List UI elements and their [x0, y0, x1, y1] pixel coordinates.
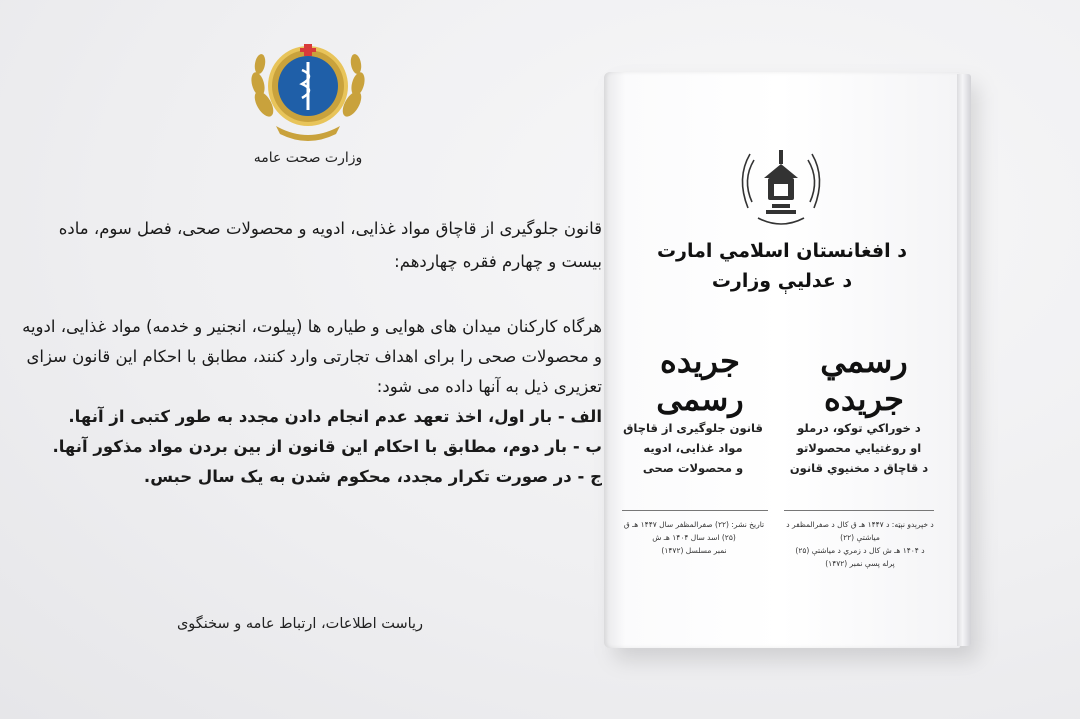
book-right-column — [784, 418, 934, 478]
emirate-emblem-icon — [728, 138, 834, 232]
book-left-publication-info — [618, 518, 770, 557]
book-right-publication-info — [784, 518, 936, 570]
calligraphy-dari: جریده رسمی — [656, 342, 744, 418]
gazette-book — [604, 72, 971, 648]
divider — [622, 510, 768, 511]
ministry-emblem-icon — [246, 34, 370, 144]
book-left-line: مواد غذایی، ادویه — [643, 441, 743, 455]
book-title-line1: د افغانستان اسلامي امارت — [656, 240, 908, 262]
book-right-small-line: د ۱۴۰۴ هـ ش کال د زمري د میاشتې (۲۵) — [795, 546, 925, 555]
law-item: ب - بار دوم، مطابق با احکام این قانون از بین بردن مواد مذکور آنها. — [52, 437, 602, 456]
book-right-line: د قاچاق د مخنیوي قانون — [789, 461, 929, 475]
book-title-line2: د عدلیې وزارت — [711, 270, 853, 292]
law-item: ج - در صورت تکرار مجدد، محکوم شدن به یک سال حبس. — [143, 467, 602, 486]
book-cover — [604, 72, 960, 648]
book-right-small-line: د خپرېدو نېټه: د ۱۴۴۷ هـ ق کال د صفرالمظفر د میاشتې (۲۲) — [786, 520, 934, 542]
book-right-line: او روغتیايي محصولاتو — [796, 441, 922, 455]
book-left-line: و محصولات صحی — [642, 461, 744, 475]
law-heading: قانون جلوگیری از قاچاق مواد غذایی، ادویه و محصولات صحی، فصل سوم، ماده بیست و چهارم فقره چهاردهم: — [58, 219, 602, 271]
book-left-small-line: تاریخ نشر: (۲۲) صفرالمظفر سال ۱۴۴۷ هـ ق — [623, 520, 765, 529]
calligraphy-pashto: رسمي جریده — [820, 342, 908, 418]
book-left-small-line: نمبر مسلسل (۱۴۷۲) — [661, 546, 727, 555]
book-right-small-line: پرله پسې نمبر (۱۴۷۲) — [825, 559, 895, 568]
footer-credit: ریاست اطلاعات، ارتباط عامه و سخنگوی — [176, 616, 424, 632]
law-body: هرگاه کارکنان میدان های هوایی و طیاره ها (پیلوت، انجنیر و خدمه) مواد غذایی، ادویه و محصولات صحی را برای اهداف تجارتی وارد کنند، مطابق با احکام این قانون سزای تعزیری ذیل به آنها داده می شود: — [22, 317, 602, 396]
law-text-block — [20, 212, 602, 492]
book-spine — [957, 74, 971, 646]
book-left-small-line: (۲۵) اسد سال ۱۴۰۴ هـ ش — [652, 533, 736, 542]
divider — [784, 510, 934, 511]
law-item: الف - بار اول، اخذ تعهد عدم انجام دادن مجدد به طور کتبی از آنها. — [68, 407, 602, 426]
book-left-column — [618, 418, 768, 478]
book-left-line: قانون جلوگیری از قاچاق — [623, 421, 763, 435]
ministry-name: وزارت صحت عامه — [253, 150, 363, 166]
book-right-line: د خوراکي توکو، درملو — [797, 421, 921, 435]
